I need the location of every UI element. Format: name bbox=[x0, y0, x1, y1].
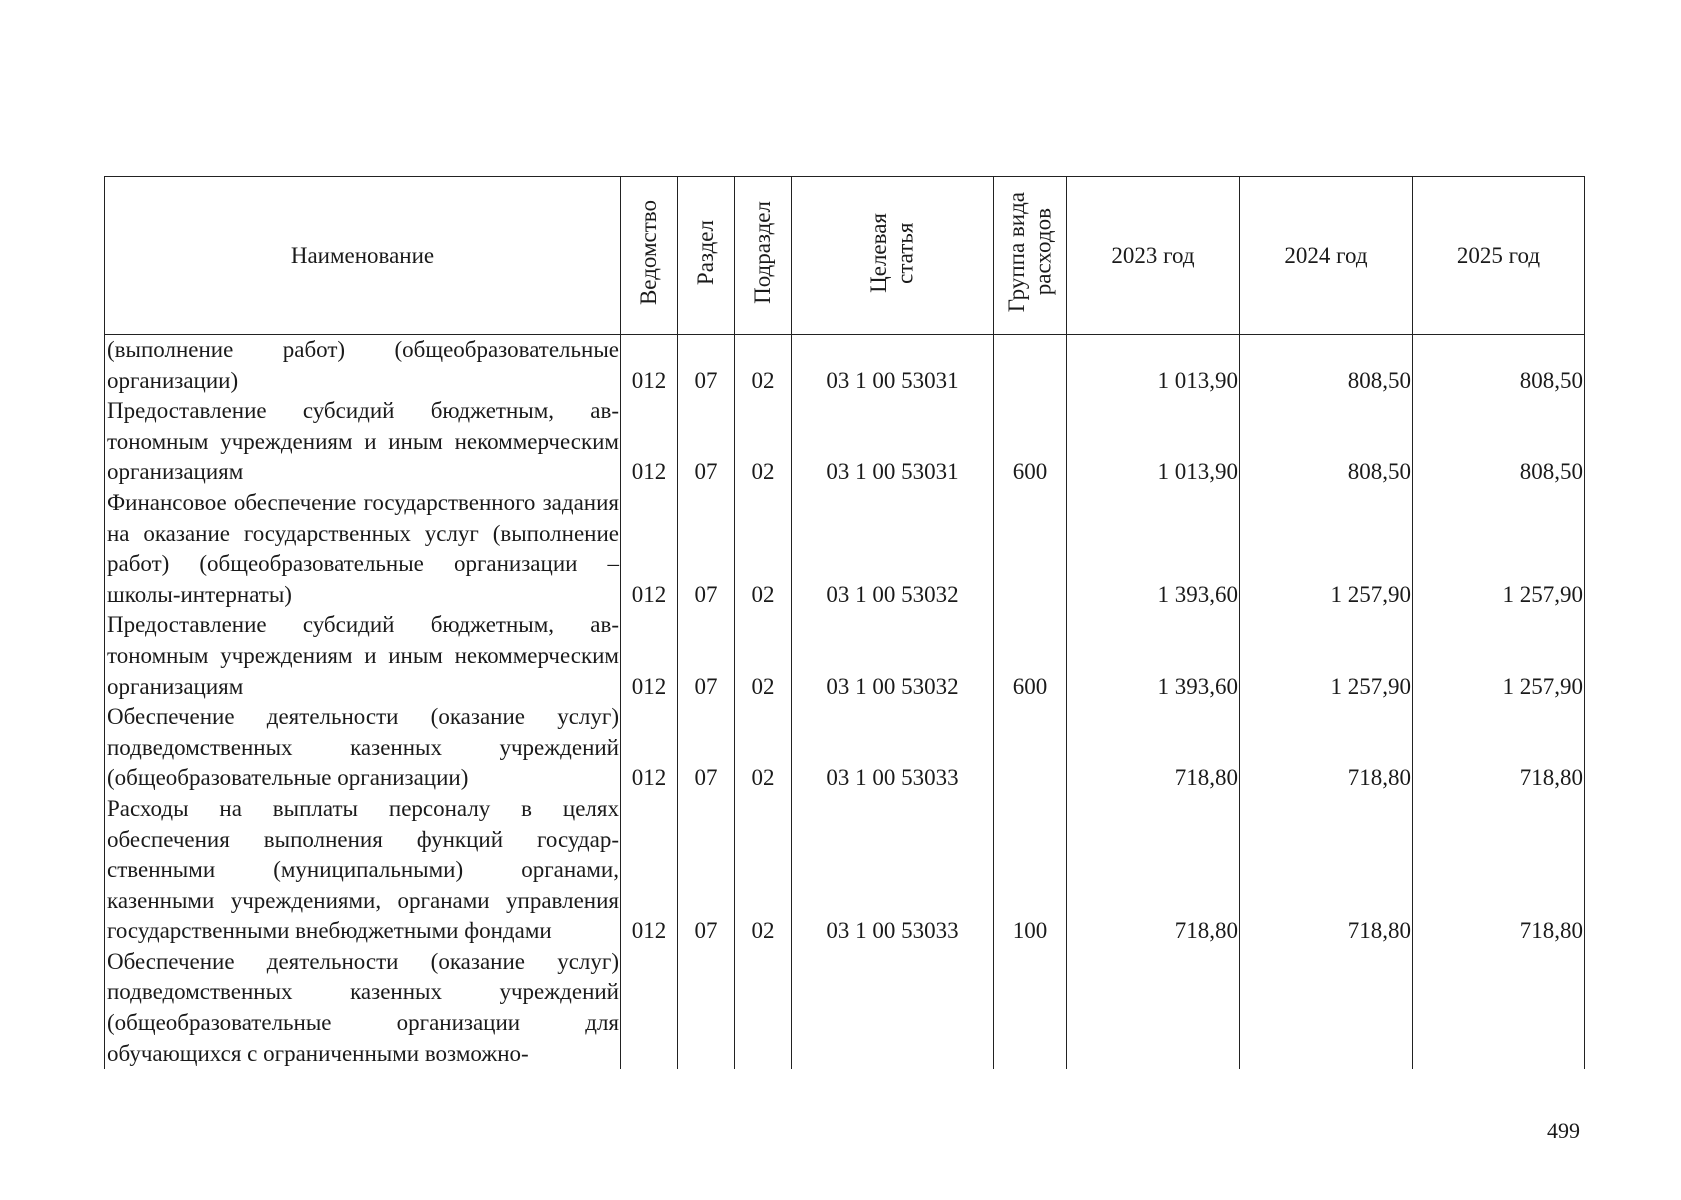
budget-table bbox=[104, 176, 1585, 1069]
row-2025: 1 257,90 bbox=[1413, 610, 1585, 702]
row-subsection: 02 bbox=[735, 610, 792, 702]
header-section: Раздел bbox=[678, 177, 735, 335]
row-2023: 718,80 bbox=[1067, 794, 1240, 947]
row-section: 07 bbox=[678, 335, 735, 397]
row-subsection: 02 bbox=[735, 702, 792, 794]
row-expense-group: 100 bbox=[994, 794, 1067, 947]
row-expense-group bbox=[994, 702, 1067, 794]
row-2025: 718,80 bbox=[1413, 794, 1585, 947]
row-name: Предоставление субсидий бюджетным, автономным учреждениям и иным некоммерческим организациям bbox=[105, 396, 621, 488]
page-number: 499 bbox=[1547, 1118, 1580, 1143]
header-dept: Ведомство bbox=[621, 177, 678, 335]
row-2024 bbox=[1240, 947, 1413, 1069]
row-2024: 1 257,90 bbox=[1240, 610, 1413, 702]
row-section: 07 bbox=[678, 794, 735, 947]
row-2025: 808,50 bbox=[1413, 396, 1585, 488]
header-name: Наименование bbox=[105, 177, 621, 335]
row-target: 03 1 00 53033 bbox=[792, 702, 994, 794]
row-name: Обеспечение деятельности (оказание услуг) подведомственных казенных учреждений (общеобразовательные организации для обучающихся с ограниченными возможно- bbox=[105, 947, 621, 1069]
row-2025: 718,80 bbox=[1413, 702, 1585, 794]
row-2023: 1 393,60 bbox=[1067, 610, 1240, 702]
row-expense-group bbox=[994, 947, 1067, 1069]
row-subsection: 02 bbox=[735, 794, 792, 947]
table-row bbox=[105, 488, 1585, 610]
row-2023: 1 013,90 bbox=[1067, 396, 1240, 488]
table-row bbox=[105, 947, 1585, 1069]
row-dept: 012 bbox=[621, 335, 678, 397]
row-name: Финансовое обеспечение государственного задания на оказание государственных услуг (выполнение работ) (общеобразовательные организации – школы-интернаты) bbox=[105, 488, 621, 610]
row-2024: 718,80 bbox=[1240, 702, 1413, 794]
row-2025: 808,50 bbox=[1413, 335, 1585, 397]
table-row bbox=[105, 396, 1585, 488]
row-2024: 808,50 bbox=[1240, 396, 1413, 488]
row-2023: 1 393,60 bbox=[1067, 488, 1240, 610]
row-section: 07 bbox=[678, 702, 735, 794]
row-name: (выполнение работ) (общеобразовательные организации) bbox=[105, 335, 621, 397]
row-2023 bbox=[1067, 947, 1240, 1069]
row-section bbox=[678, 947, 735, 1069]
row-2024: 718,80 bbox=[1240, 794, 1413, 947]
table-row bbox=[105, 610, 1585, 702]
header-expense-group: Группа вида расходов bbox=[994, 177, 1067, 335]
row-target: 03 1 00 53032 bbox=[792, 488, 994, 610]
header-2024: 2024 год bbox=[1240, 177, 1413, 335]
row-target: 03 1 00 53033 bbox=[792, 794, 994, 947]
row-2024: 1 257,90 bbox=[1240, 488, 1413, 610]
row-expense-group: 600 bbox=[994, 396, 1067, 488]
row-section: 07 bbox=[678, 396, 735, 488]
header-row bbox=[105, 177, 1585, 335]
row-dept: 012 bbox=[621, 488, 678, 610]
header-2023: 2023 год bbox=[1067, 177, 1240, 335]
row-target: 03 1 00 53032 bbox=[792, 610, 994, 702]
row-target: 03 1 00 53031 bbox=[792, 396, 994, 488]
table-row bbox=[105, 702, 1585, 794]
header-subsection: Подраздел bbox=[735, 177, 792, 335]
table-row bbox=[105, 335, 1585, 397]
row-2025: 1 257,90 bbox=[1413, 488, 1585, 610]
row-name: Расходы на выплаты персоналу в целях обеспечения выполнения функций государственными (муниципальными) органами, казенными учреждениями, органами управления государственными внебюджетными фондами bbox=[105, 794, 621, 947]
row-dept: 012 bbox=[621, 396, 678, 488]
row-2023: 718,80 bbox=[1067, 702, 1240, 794]
row-dept: 012 bbox=[621, 610, 678, 702]
header-2025: 2025 год bbox=[1413, 177, 1585, 335]
header-target: Целевая статья bbox=[792, 177, 994, 335]
row-2025 bbox=[1413, 947, 1585, 1069]
row-subsection: 02 bbox=[735, 488, 792, 610]
row-expense-group: 600 bbox=[994, 610, 1067, 702]
row-name: Предоставление субсидий бюджетным, автономным учреждениям и иным некоммерческим организациям bbox=[105, 610, 621, 702]
row-subsection bbox=[735, 947, 792, 1069]
row-section: 07 bbox=[678, 610, 735, 702]
row-2023: 1 013,90 bbox=[1067, 335, 1240, 397]
row-target bbox=[792, 947, 994, 1069]
row-2024: 808,50 bbox=[1240, 335, 1413, 397]
row-target: 03 1 00 53031 bbox=[792, 335, 994, 397]
row-name: Обеспечение деятельности (оказание услуг) подведомственных казенных учреждений (общеобразовательные организации) bbox=[105, 702, 621, 794]
row-dept bbox=[621, 947, 678, 1069]
row-subsection: 02 bbox=[735, 396, 792, 488]
row-dept: 012 bbox=[621, 702, 678, 794]
row-section: 07 bbox=[678, 488, 735, 610]
row-expense-group bbox=[994, 335, 1067, 397]
row-expense-group bbox=[994, 488, 1067, 610]
table-row bbox=[105, 794, 1585, 947]
row-subsection: 02 bbox=[735, 335, 792, 397]
row-dept: 012 bbox=[621, 794, 678, 947]
